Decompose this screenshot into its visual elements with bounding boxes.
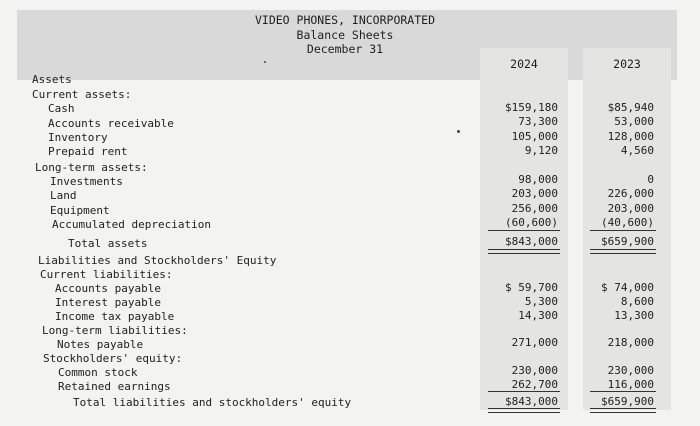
subtotal-rule-2024-liabilities — [488, 391, 560, 392]
value-2023-retained-earnings: 116,000 — [607, 378, 654, 391]
subsection-current-liabilities: Current liabilities: — [40, 268, 173, 281]
total-double-rule-2023-assets — [590, 249, 656, 254]
value-2023-inventory: 128,000 — [607, 130, 654, 143]
statement-title: Balance Sheets — [296, 28, 394, 42]
row-label-common-stock: Common stock — [58, 366, 138, 379]
subsection-long-term-liabilities: Long-term liabilities: — [42, 324, 188, 337]
value-2024-notes-payable: 271,000 — [511, 336, 558, 349]
value-2023-cash: $85,940 — [607, 101, 654, 114]
total-double-rule-2024-liabilities — [488, 408, 560, 413]
value-2023-accounts-receivable: 53,000 — [614, 115, 654, 128]
value-2023-notes-payable: 218,000 — [607, 336, 654, 349]
row-label-prepaid-rent: Prepaid rent — [48, 145, 128, 158]
value-2024-total-assets: $843,000 — [505, 235, 558, 248]
value-2024-accounts-payable: $ 59,700 — [505, 281, 558, 294]
value-2023-accounts-payable: $ 74,000 — [601, 281, 654, 294]
row-label-inventory: Inventory — [48, 131, 108, 144]
row-label-accumulated-depreciation: Accumulated depreciation — [52, 218, 211, 231]
value-2023-accumulated-depreciation: (40,600) — [601, 216, 654, 229]
company-name: VIDEO PHONES, INCORPORATED — [254, 13, 435, 27]
value-2023-total-assets: $659,900 — [601, 235, 654, 248]
subsection-stockholders-equity: Stockholders' equity: — [43, 352, 183, 365]
subtotal-rule-2023-liabilities — [590, 391, 656, 392]
subsection-current-assets: Current assets: — [32, 88, 132, 101]
value-2024-equipment: 256,000 — [511, 202, 558, 215]
stray-mark — [264, 61, 266, 63]
value-2024-interest-payable: 5,300 — [524, 295, 558, 308]
subtotal-rule-2023-assets — [590, 230, 656, 231]
value-2024-accumulated-depreciation: (60,600) — [505, 216, 558, 229]
row-label-interest-payable: Interest payable — [55, 296, 161, 309]
statement-date: December 31 — [306, 42, 384, 56]
value-2024-prepaid-rent: 9,120 — [524, 144, 558, 157]
column-header-2024: 2024 — [510, 57, 538, 71]
value-2024-investments: 98,000 — [518, 173, 558, 186]
row-label-investments: Investments — [50, 175, 123, 188]
value-2024-inventory: 105,000 — [511, 130, 558, 143]
value-2023-investments: 0 — [647, 173, 654, 186]
section-assets: Assets — [32, 73, 72, 86]
stray-mark — [457, 130, 460, 133]
subtotal-rule-2024-assets — [488, 230, 560, 231]
row-label-retained-earnings: Retained earnings — [58, 380, 171, 393]
row-label-total-liabilities-equity: Total liabilities and stockholders' equity — [73, 396, 352, 409]
value-2023-prepaid-rent: 4,560 — [620, 144, 654, 157]
row-label-land: Land — [50, 189, 77, 202]
subsection-long-term-assets: Long-term assets: — [35, 161, 148, 174]
value-2023-common-stock: 230,000 — [607, 364, 654, 377]
value-2024-retained-earnings: 262,700 — [511, 378, 558, 391]
value-2024-common-stock: 230,000 — [511, 364, 558, 377]
row-label-cash: Cash — [48, 102, 75, 115]
value-2023-land: 226,000 — [607, 187, 654, 200]
value-2024-total-liabilities-equity: $843,000 — [505, 395, 558, 408]
section-liabilities-equity: Liabilities and Stockholders' Equity — [38, 254, 277, 267]
total-double-rule-2024-assets — [488, 249, 560, 254]
value-2024-cash: $159,180 — [505, 101, 558, 114]
row-label-income-tax-payable: Income tax payable — [55, 310, 175, 323]
total-double-rule-2023-liabilities — [590, 408, 656, 413]
row-label-accounts-receivable: Accounts receivable — [48, 117, 174, 130]
value-2024-land: 203,000 — [511, 187, 558, 200]
column-header-2023: 2023 — [613, 57, 641, 71]
value-2023-income-tax-payable: 13,300 — [614, 309, 654, 322]
row-label-notes-payable: Notes payable — [57, 338, 144, 351]
row-label-accounts-payable: Accounts payable — [55, 282, 161, 295]
value-2024-accounts-receivable: 73,300 — [518, 115, 558, 128]
value-2023-total-liabilities-equity: $659,900 — [601, 395, 654, 408]
value-2023-equipment: 203,000 — [607, 202, 654, 215]
value-2023-interest-payable: 8,600 — [620, 295, 654, 308]
row-label-total-assets: Total assets — [68, 237, 148, 250]
row-label-equipment: Equipment — [50, 204, 110, 217]
value-2024-income-tax-payable: 14,300 — [518, 309, 558, 322]
